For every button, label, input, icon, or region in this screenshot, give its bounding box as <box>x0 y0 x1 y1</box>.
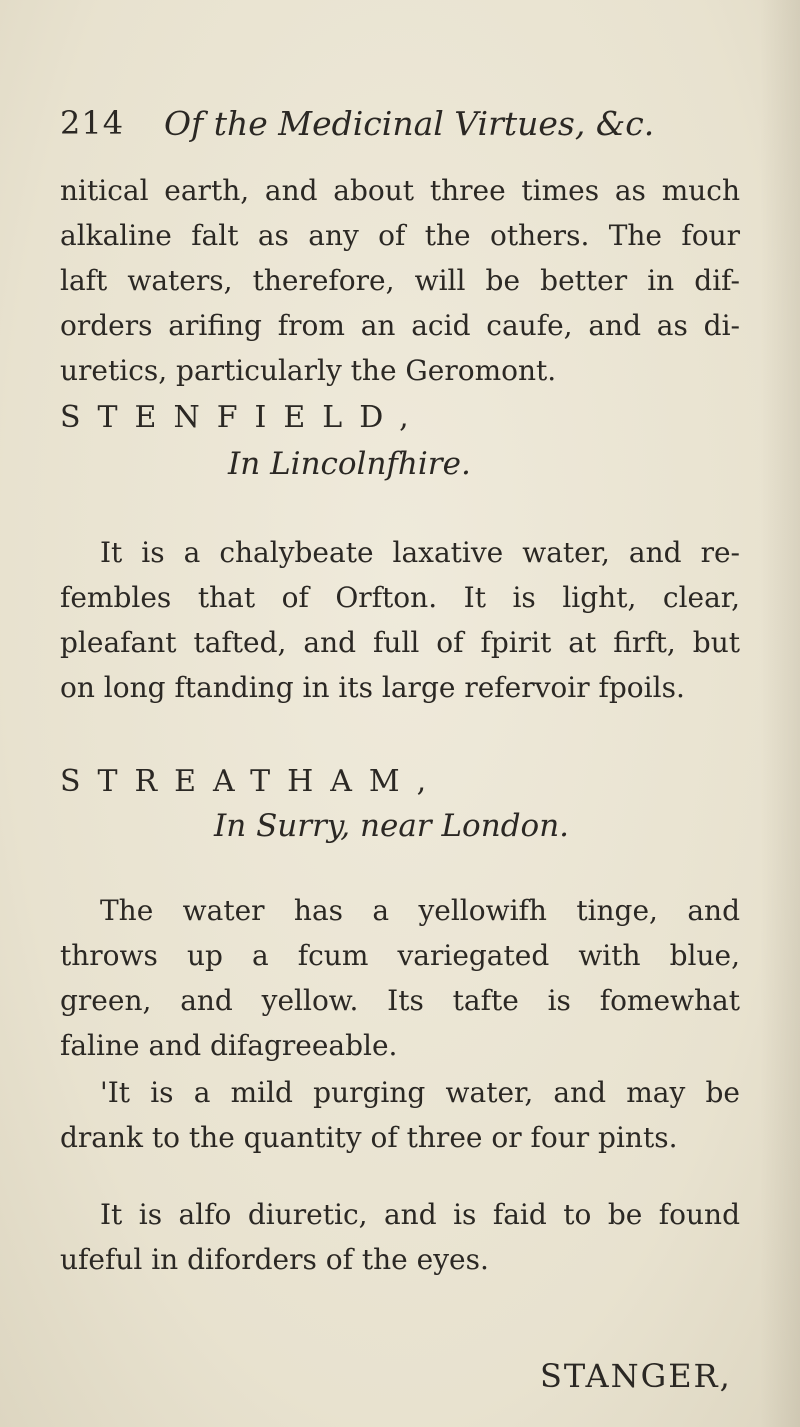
streatham-paragraph-2 <box>60 1070 740 1160</box>
section-location-stenfield: In Lincolnfhire. <box>228 446 471 482</box>
text-line: orders arifing from an acid caufe, and as di- <box>60 309 740 342</box>
section-heading-streatham: STREATHAM, <box>60 764 444 799</box>
text-line: pleafant tafted, and full of fpirit at firft, but <box>60 626 740 659</box>
text-line: alkaline falt as any of the others. The four <box>60 219 740 252</box>
text-line: The water has a yellowifh tinge, and <box>100 894 740 927</box>
text-line: fembles that of Orfton. It is light, clear, <box>60 581 740 614</box>
text-line: green, and yellow. Its tafte is fomewhat <box>60 984 740 1017</box>
text-line: drank to the quantity of three or four pints. <box>60 1121 678 1154</box>
streatham-paragraph-3 <box>60 1192 740 1282</box>
text-line: 'It is a mild purging water, and may be <box>100 1076 740 1109</box>
running-title: Of the Medicinal Virtues, &c. <box>164 104 655 143</box>
text-line: laft waters, therefore, will be better in dif- <box>60 264 740 297</box>
text-line: nitical earth, and about three times as much <box>60 174 740 207</box>
catchword: STANGER, <box>540 1357 732 1395</box>
text-line: It is alfo diuretic, and is faid to be found <box>100 1198 740 1231</box>
stenfield-paragraph <box>60 530 740 710</box>
text-line: faline and difagreeable. <box>60 1029 398 1062</box>
section-location-streatham: In Surry, near London. <box>214 808 570 844</box>
page-header <box>60 104 780 154</box>
text-line: ufeful in diforders of the eyes. <box>60 1243 489 1276</box>
text-line: throws up a fcum variegated with blue, <box>60 939 740 972</box>
section-heading-stenfield: STENFIELD, <box>60 400 426 435</box>
text-line: on long ftanding in its large refervoir fpoils. <box>60 671 685 704</box>
streatham-paragraph-1 <box>60 888 740 1068</box>
opening-paragraph <box>60 168 740 393</box>
page-edge-shadow <box>760 0 800 1427</box>
text-line: uretics, particularly the Geromont. <box>60 354 557 387</box>
text-line: It is a chalybeate laxative water, and re- <box>100 536 740 569</box>
page-number: 214 <box>60 104 125 142</box>
